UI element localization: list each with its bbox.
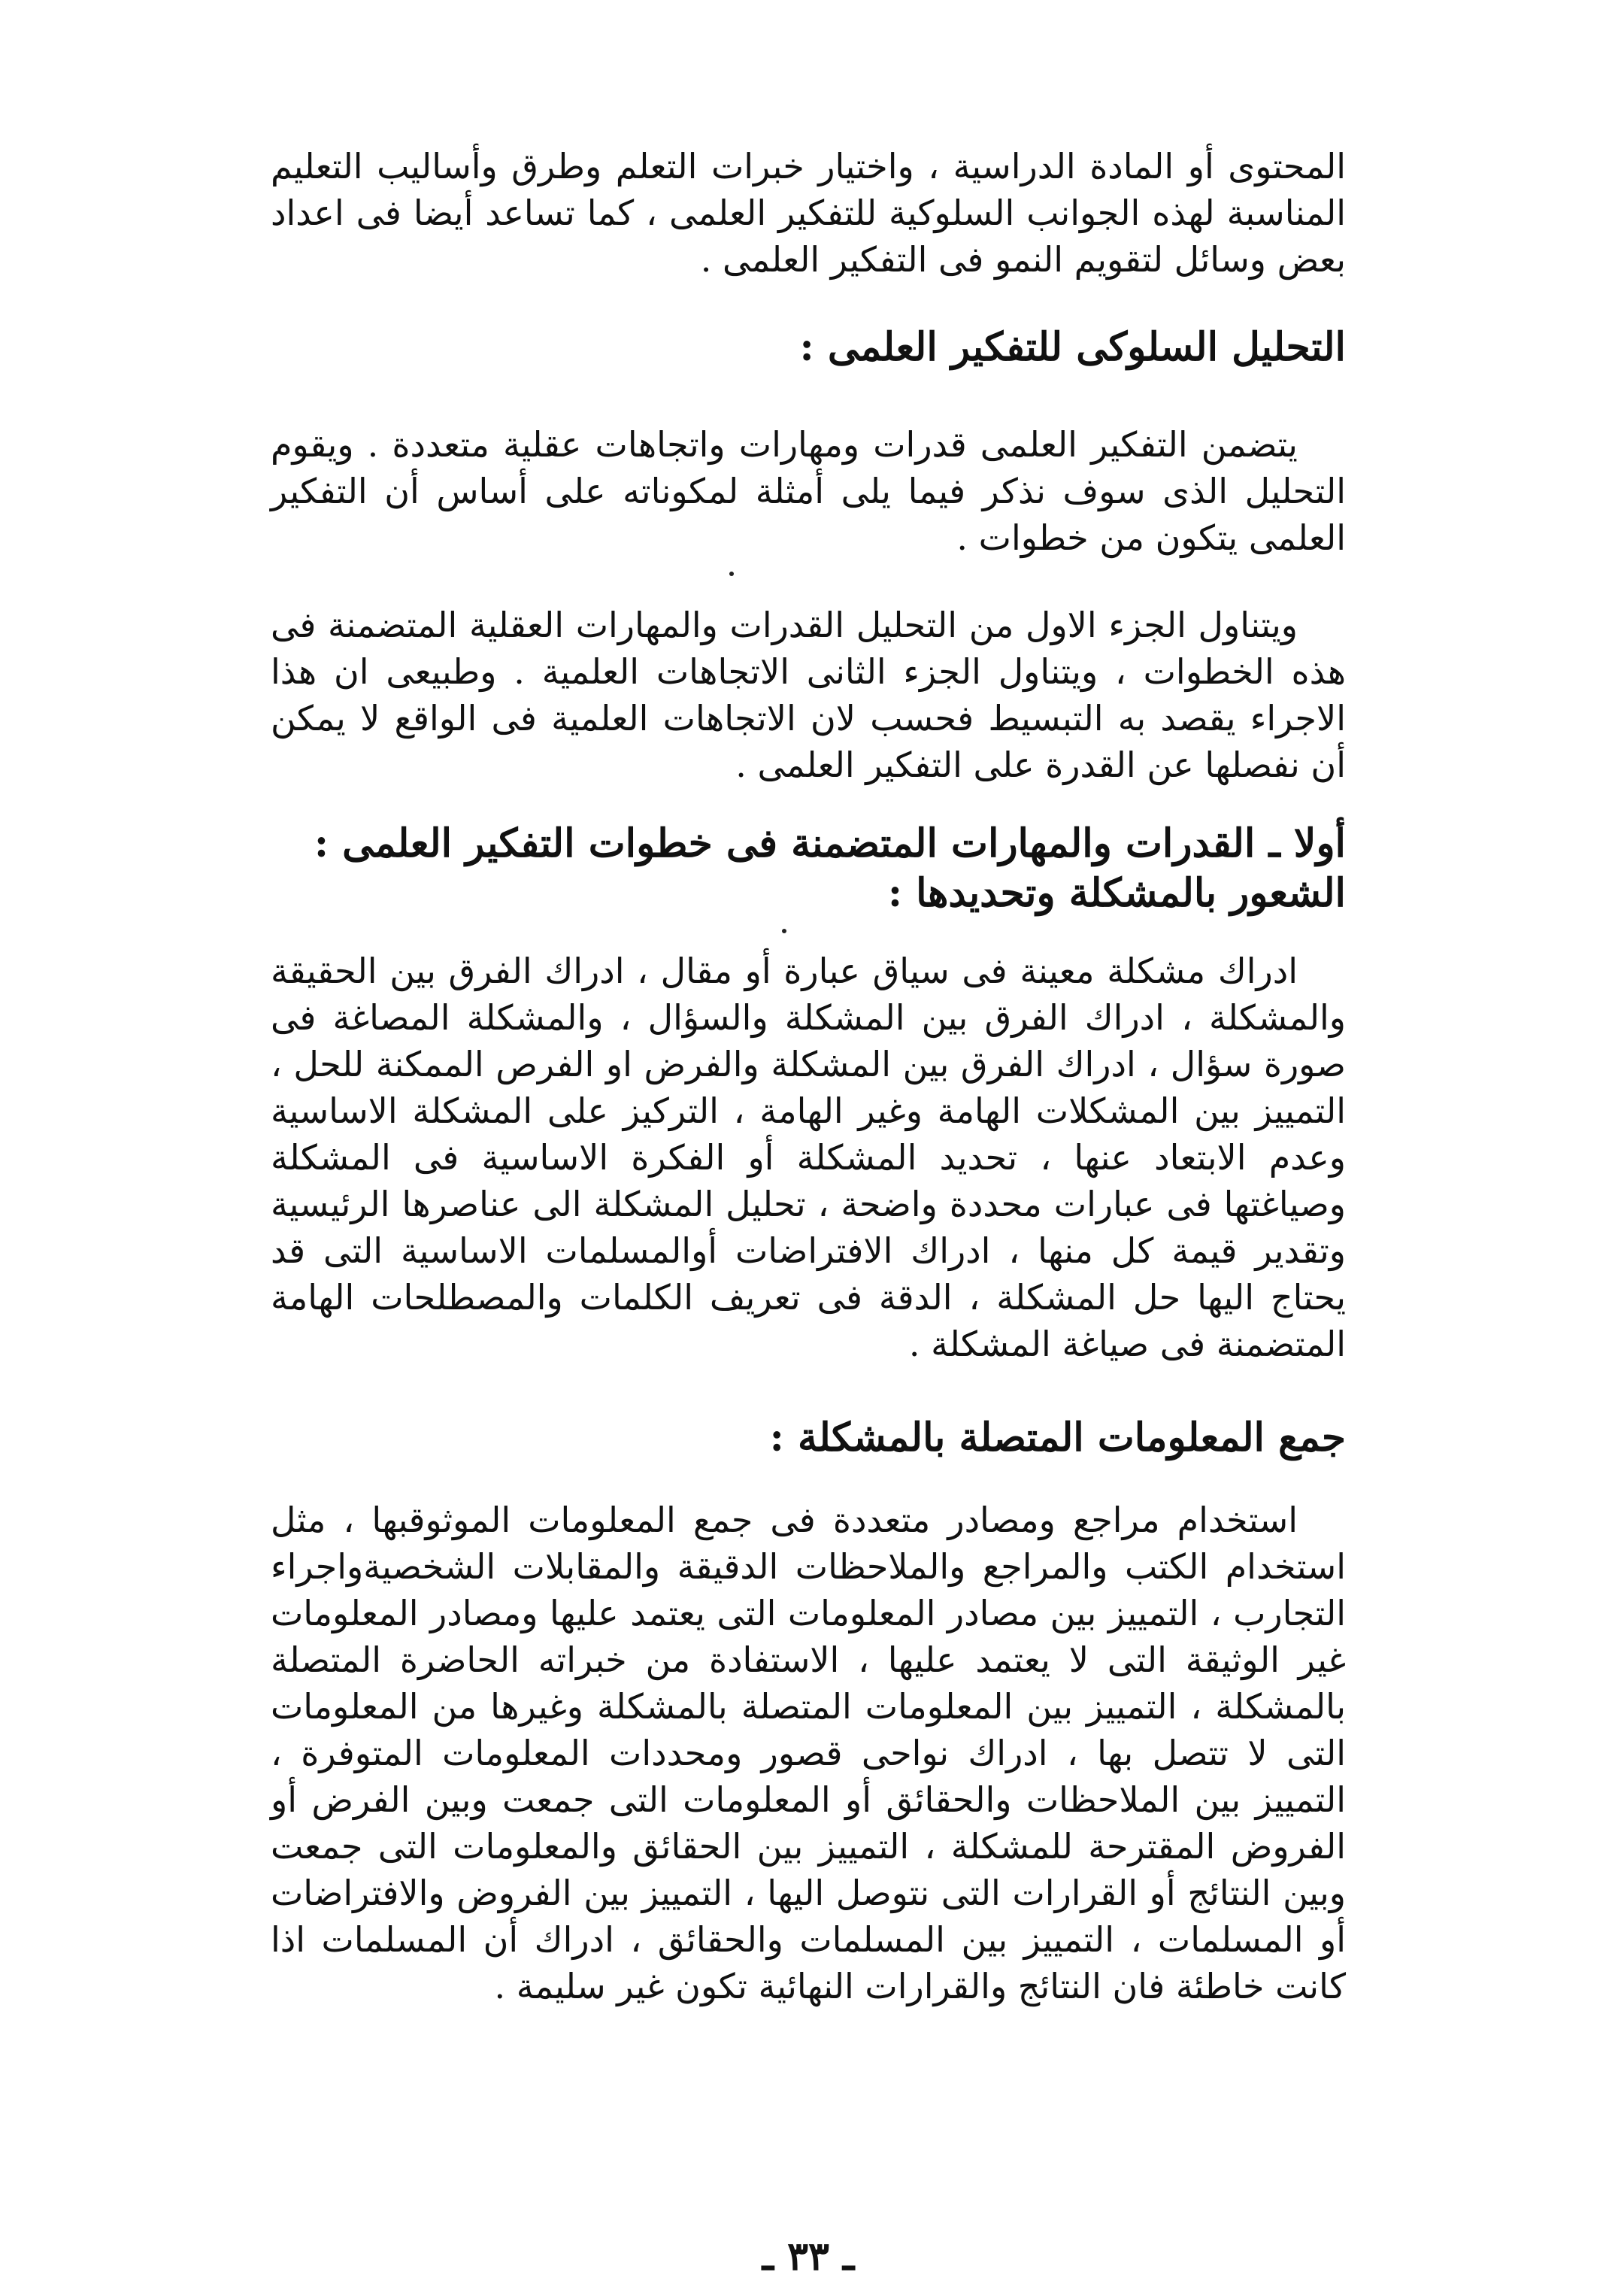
- page-number: ـ ٣٣ ـ: [762, 2234, 855, 2279]
- subheading-problem-sensing: الشعور بالمشكلة وتحديدها :: [887, 870, 1346, 916]
- intro-paragraph: المحتوى أو المادة الدراسية ، واختيار خبرات التعلم وطرق وأساليب التعليم المناسبة لهذه الجوانب السلوكية للتفكير العلمى ، كما تساعد أيضا فى اعداد بعض وسائل لتقويم النمو فى التفكير العلمى .: [271, 146, 1346, 280]
- paragraph-parts: ويتناول الجزء الاول من التحليل القدرات والمهارات العقلية المتضمنة فى هذه الخطوات ، ويتناول الجزء الثانى الاتجاهات العلمية . وطبيعى ان هذا الاجراء يقصد به التبسيط فحسب لان الاتجاهات العلمية فى الواقع لا يمكن أن نفصلها عن القدرة على التفكير العلمى .: [271, 605, 1346, 785]
- document-page: [271, 143, 1346, 2294]
- heading-first-part: أولا ـ القدرات والمهارات المتضمنة فى خطوات التفكير العلمى :: [314, 820, 1346, 866]
- heading-information-gathering: جمع المعلومات المتصلة بالمشكلة :: [769, 1415, 1346, 1460]
- paragraph-information-gathering: استخدام مراجع ومصادر متعددة فى جمع المعلومات الموثوقبها ، مثل استخدام الكتب والمراجع والملاحظات الدقيقة والمقابلات الشخصيةواجراء التجارب ، التمييز بين مصادر المعلومات التى يعتمد عليها ومصادر المعلومات غير الوثيقة التى لا يعتمد عليها ، الاستفادة من خبراته الحاضرة المتصلة بالمشكلة ، التمييز بين المعلومات المتصلة بالمشكلة وغيرها من المعلومات التى لا تتصل بها ، ادراك نواحى قصور ومحددات المعلومات المتوفرة ، التمييز بين الملاحظات والحقائق أو المعلومات التى جمعت وبين الفرض أو الفروض المقترحة للمشكلة ، التمييز بين الحقائق والمعلومات التى جمعت وبين النتائج أو القرارات التى نتوصل اليها ، التمييز بين الفروض والافتراضات أو المسلمات ، التمييز بين المسلمات والحقائق ، ادراك أن المسلمات اذا كانت خاطئة فان النتائج والقرارات النهائية تكون غير سليمة .: [271, 1500, 1346, 2006]
- ink-speck: [782, 929, 786, 933]
- ink-speck: [729, 572, 734, 576]
- paragraph-problem-sensing: ادراك مشكلة معينة فى سياق عبارة أو مقال ، ادراك الفرق بين الحقيقة والمشكلة ، ادراك الفرق بين المشكلة والسؤال ، والمشكلة المصاغة فى صورة سؤال ، ادراك الفرق بين المشكلة والفرض او الفرص الممكنة للحل ، التمييز بين المشكلات الهامة وغير الهامة ، التركيز على المشكلة الاساسية وعدم الابتعاد عنها ، تحديد المشكلة أو الفكرة الاساسية فى المشكلة وصياغتها فى عبارات محددة واضحة ، تحليل المشكلة الى عناصرها الرئيسية وتقدير قيمة كل منها ، ادراك الافتراضات أوالمسلمات الاساسية التى قد يحتاج اليها حل المشكلة ، الدقة فى تعريف الكلمات والمصطلحات الهامة المتضمنة فى صياغة المشكلة .: [271, 951, 1346, 1364]
- paragraph-components: يتضمن التفكير العلمى قدرات ومهارات واتجاهات عقلية متعددة . ويقوم التحليل الذى سوف نذكر فيما يلى أمثلة لمكوناته على أساس أن التفكير العلمى يتكون من خطوات .: [271, 424, 1346, 558]
- heading-behavioral-analysis: التحليل السلوكى للتفكير العلمى :: [799, 324, 1346, 370]
